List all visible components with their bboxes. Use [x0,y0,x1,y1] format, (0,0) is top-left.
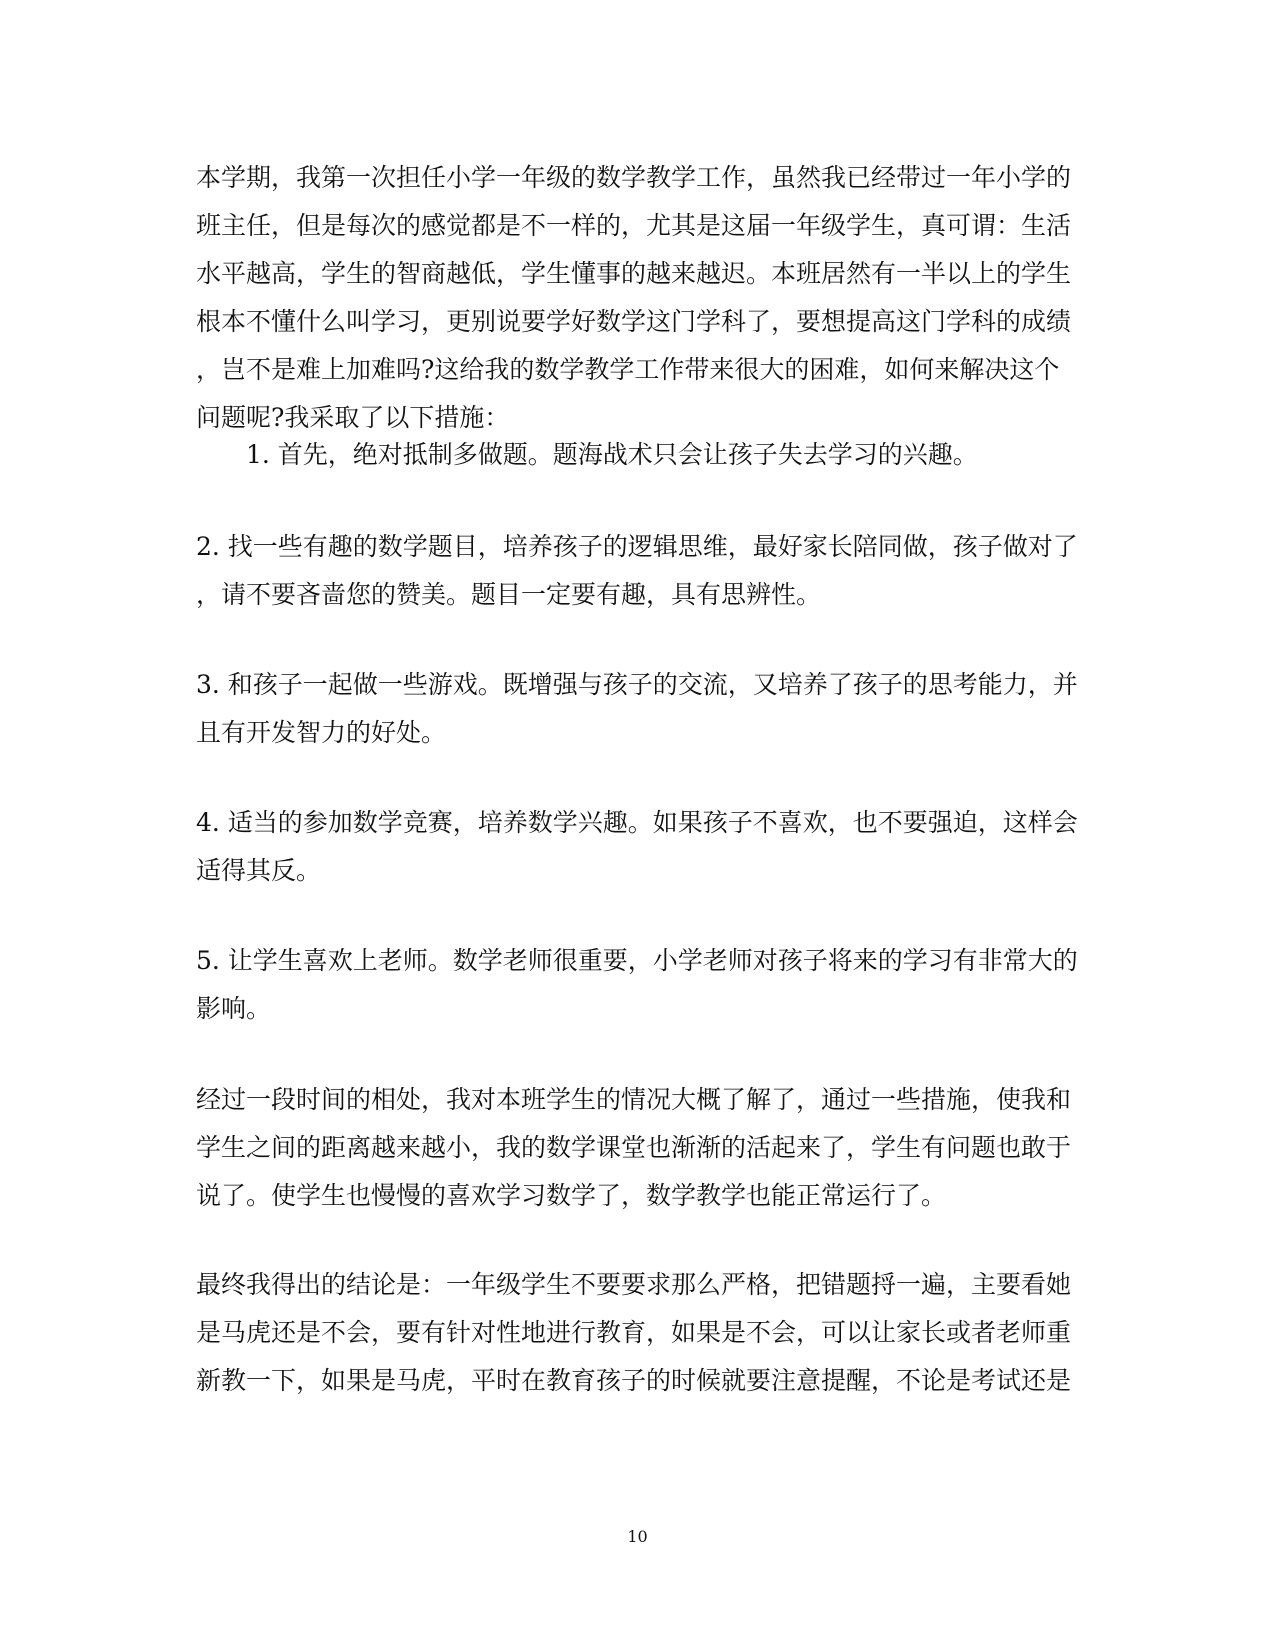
list-item-1 [196,431,1126,479]
text-line: 是马虎还是不会，要有针对性地进行教育，如果是不会，可以让家长或者老师重 [196,1318,1072,1347]
text-line: 1. 首先，绝对抵制多做题。题海战术只会让孩子失去学习的兴趣。 [246,440,978,469]
text-line: 4. 适当的参加数学竞赛，培养数学兴趣。如果孩子不喜欢，也不要强迫，这样会 [196,808,1078,837]
text-line: 本学期，我第一次担任小学一年级的数学教学工作，虽然我已经带过一年小学的 [196,163,1072,192]
list-item-3 [196,661,1076,757]
text-line: 新教一下，如果是马虎，平时在教育孩子的时候就要注意提醒，不论是考试还是 [196,1366,1072,1395]
text-line: 学生之间的距离越来越小，我的数学课堂也渐渐的活起来了，学生有问题也敢于 [196,1133,1072,1162]
text-line: 且有开发智力的好处。 [196,718,447,747]
text-line: 适得其反。 [196,856,322,885]
text-line: 5. 让学生喜欢上老师。数学老师很重要，小学老师对孩子将来的学习有非常大的 [196,946,1078,975]
text-line: 说了。使学生也慢慢的喜欢学习数学了，数学教学也能正常运行了。 [196,1181,947,1210]
list-item-5 [196,937,1076,1033]
page-number: 10 [627,1527,648,1546]
list-item-2 [196,523,1076,619]
text-line: 经过一段时间的相处，我对本班学生的情况大概了解了，通过一些措施，使我和 [196,1085,1072,1114]
text-line: 根本不懂什么叫学习，更别说要学好数学这门学科了，要想提高这门学科的成绩 [196,307,1072,336]
text-line: 水平越高，学生的智商越低，学生懂事的越来越迟。本班居然有一半以上的学生 [196,259,1072,288]
conclusion-paragraph [196,1261,1076,1405]
list-item-4 [196,799,1076,895]
text-line: 班主任，但是每次的感觉都是不一样的，尤其是这届一年级学生，真可谓：生活 [196,211,1072,240]
intro-paragraph [196,154,1076,442]
summary-paragraph [196,1076,1076,1220]
text-line: 影响。 [196,994,272,1023]
text-line: ，请不要吝啬您的赞美。题目一定要有趣，具有思辨性。 [196,580,822,609]
text-line: ，岂不是难上加难吗?这给我的数学教学工作带来很大的困难，如何来解决这个 [196,355,1060,384]
text-line: 最终我得出的结论是：一年级学生不要要求那么严格，把错题捋一遍，主要看她 [196,1270,1072,1299]
text-line: 问题呢?我采取了以下措施： [196,403,510,432]
text-line: 2. 找一些有趣的数学题目，培养孩子的逻辑思维，最好家长陪同做，孩子做对了 [196,532,1078,561]
text-line: 3. 和孩子一起做一些游戏。既增强与孩子的交流，又培养了孩子的思考能力，并 [196,670,1078,699]
